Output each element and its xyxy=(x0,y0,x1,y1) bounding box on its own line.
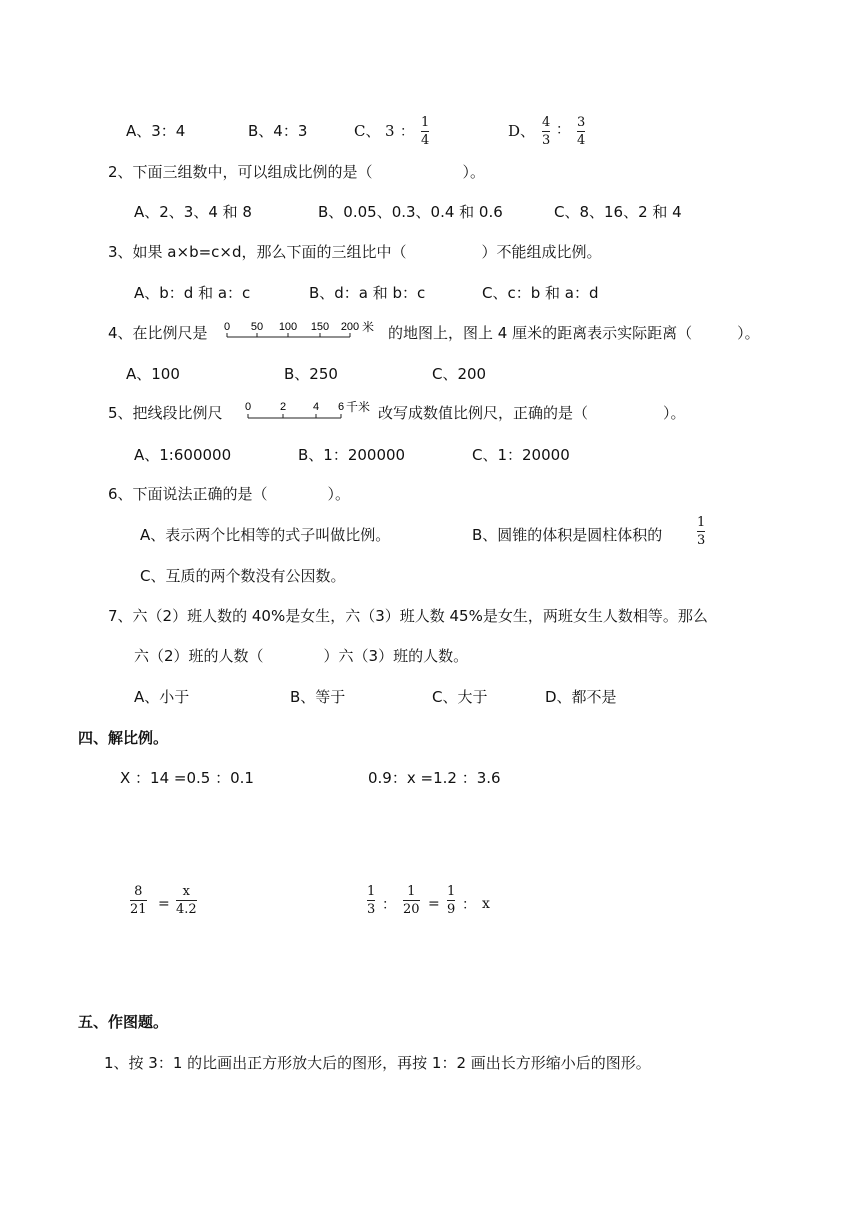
q7-question-line-1: 7、六（2）班人数的 40%是女生，六（3）班人数 45%是女生，两班女生人数相等。那么 xyxy=(108,607,708,625)
q1-option-d-prefix: D、 xyxy=(508,122,536,140)
q1-option-c-prefix: C、 xyxy=(354,122,381,140)
q7-question-line-2: 六（2）班的人数（ ）六（3）班的人数。 xyxy=(134,647,469,665)
q7-option-a: A、小于 xyxy=(134,688,190,706)
q2-option-c: C、8、16、2 和 4 xyxy=(554,203,682,221)
equation-4-fraction-2 xyxy=(403,884,420,917)
q3-question: 3、如果 a×b=c×d，那么下面的三组比中（ ）不能组成比例。 xyxy=(108,243,602,261)
q1-option-c-left: 3 xyxy=(385,122,395,140)
fraction-numerator: 1 xyxy=(447,884,456,899)
fraction-numerator: 3 xyxy=(577,115,586,130)
fraction-denominator: 4.2 xyxy=(176,902,197,917)
q5-scale-tick-0: 0 xyxy=(244,401,252,413)
q6-option-b: B、圆锥的体积是圆柱体积的 xyxy=(472,526,663,544)
q4-scale-tick-2: 100 xyxy=(278,321,298,333)
fraction-bar xyxy=(542,131,550,132)
fraction-bar xyxy=(577,131,585,132)
q4-scale-tick-1: 50 xyxy=(250,321,264,333)
q4-question-prefix: 4、在比例尺是 xyxy=(108,324,208,342)
fraction-denominator: 9 xyxy=(447,902,456,917)
fraction-denominator: 4 xyxy=(577,133,586,148)
equation-3-equals: = xyxy=(158,896,170,912)
q4-scale-tick-3: 150 xyxy=(310,321,330,333)
q2-option-a: A、2、3、4 和 8 xyxy=(134,203,252,221)
fraction-bar xyxy=(447,900,455,901)
fraction-bar xyxy=(403,900,420,901)
q4-scale-tick-0: 0 xyxy=(223,321,231,333)
q5-scale-tick-1: 2 xyxy=(279,401,287,413)
fraction-bar xyxy=(130,900,147,901)
fraction-numerator: 1 xyxy=(421,115,430,130)
q4-question-suffix: 的地图上，图上 4 厘米的距离表示实际距离（ ）。 xyxy=(388,324,760,342)
q6-option-a: A、表示两个比相等的式子叫做比例。 xyxy=(140,526,391,544)
q1-option-d-colon: ： xyxy=(556,122,570,138)
q1-option-b: B、4：3 xyxy=(248,122,308,140)
q5-option-a: A、1:600000 xyxy=(134,446,232,464)
q6-option-b-fraction xyxy=(697,515,705,548)
fraction-numerator: 1 xyxy=(407,884,416,899)
q3-option-b: B、d：a 和 b：c xyxy=(309,284,426,302)
section-4-title: 四、解比例。 xyxy=(78,729,169,747)
fraction-numerator: 8 xyxy=(134,884,143,899)
q7-option-d: D、都不是 xyxy=(545,688,617,706)
q7-option-c: C、大于 xyxy=(432,688,488,706)
q5-scale-tick-3: 6 xyxy=(337,401,345,413)
q5-question-suffix: 改写成数值比例尺，正确的是（ ）。 xyxy=(378,404,686,422)
q2-option-b: B、0.05、0.3、0.4 和 0.6 xyxy=(318,203,503,221)
fraction-denominator: 4 xyxy=(421,133,430,148)
equation-3-fraction-right xyxy=(176,884,197,917)
q5-option-c: C、1：20000 xyxy=(472,446,570,464)
q4-scale-tick-4: 200 xyxy=(340,321,360,333)
equation-2: 0.9：x =1.2 ：3.6 xyxy=(368,769,501,787)
fraction-denominator: 20 xyxy=(403,902,420,917)
fraction-bar xyxy=(697,531,705,532)
q6-option-c: C、互质的两个数没有公因数。 xyxy=(140,567,346,585)
equation-4-colon-1: ： xyxy=(382,897,396,913)
fraction-denominator: 3 xyxy=(697,533,706,548)
q4-line-scale xyxy=(220,318,382,342)
q1-option-a: A、3：4 xyxy=(126,122,186,140)
q1-option-d-fraction-2 xyxy=(577,115,585,148)
section-5-title: 五、作图题。 xyxy=(78,1013,169,1031)
q7-option-b: B、等于 xyxy=(290,688,346,706)
fraction-bar xyxy=(421,131,429,132)
equation-4-equals: = xyxy=(428,896,440,912)
equation-3-fraction-left xyxy=(130,884,147,917)
equation-4-variable: x xyxy=(482,896,490,912)
q4-option-b: B、250 xyxy=(284,365,338,383)
equation-4-fraction-3 xyxy=(447,884,455,917)
fraction-numerator: 4 xyxy=(542,115,551,130)
q1-option-d-fraction-1 xyxy=(542,115,550,148)
q5-question-prefix: 5、把线段比例尺 xyxy=(108,404,223,422)
q4-scale-unit: 米 xyxy=(362,320,375,334)
section-5-question-1: 1、按 3：1 的比画出正方形放大后的图形，再按 1：2 画出长方形缩小后的图形。 xyxy=(104,1054,651,1072)
fraction-denominator: 3 xyxy=(542,133,551,148)
q3-option-a: A、b：d 和 a：c xyxy=(134,284,251,302)
q5-scale-tick-2: 4 xyxy=(312,401,320,413)
q3-option-c: C、c：b 和 a：d xyxy=(482,284,599,302)
equation-4-colon-2: ： xyxy=(462,897,476,913)
equation-4-fraction-1 xyxy=(367,884,375,917)
q5-option-b: B、1：200000 xyxy=(298,446,406,464)
q4-option-a: A、100 xyxy=(126,365,180,383)
q6-question: 6、下面说法正确的是（ ）。 xyxy=(108,485,351,503)
q2-question: 2、下面三组数中，可以组成比例的是（ ）。 xyxy=(108,163,486,181)
fraction-denominator: 21 xyxy=(130,902,147,917)
fraction-bar xyxy=(367,900,375,901)
q1-option-c-fraction xyxy=(421,115,429,148)
equation-1: X ：14 =0.5 ：0.1 xyxy=(120,769,254,787)
fraction-denominator: 3 xyxy=(367,902,376,917)
q4-option-c: C、200 xyxy=(432,365,487,383)
q5-line-scale xyxy=(240,398,376,422)
fraction-numerator: x xyxy=(182,884,191,899)
fraction-bar xyxy=(176,900,197,901)
q1-option-c-colon: ： xyxy=(400,124,414,140)
q5-scale-unit: 千米 xyxy=(346,400,371,414)
fraction-numerator: 1 xyxy=(697,515,706,530)
fraction-numerator: 1 xyxy=(367,884,376,899)
